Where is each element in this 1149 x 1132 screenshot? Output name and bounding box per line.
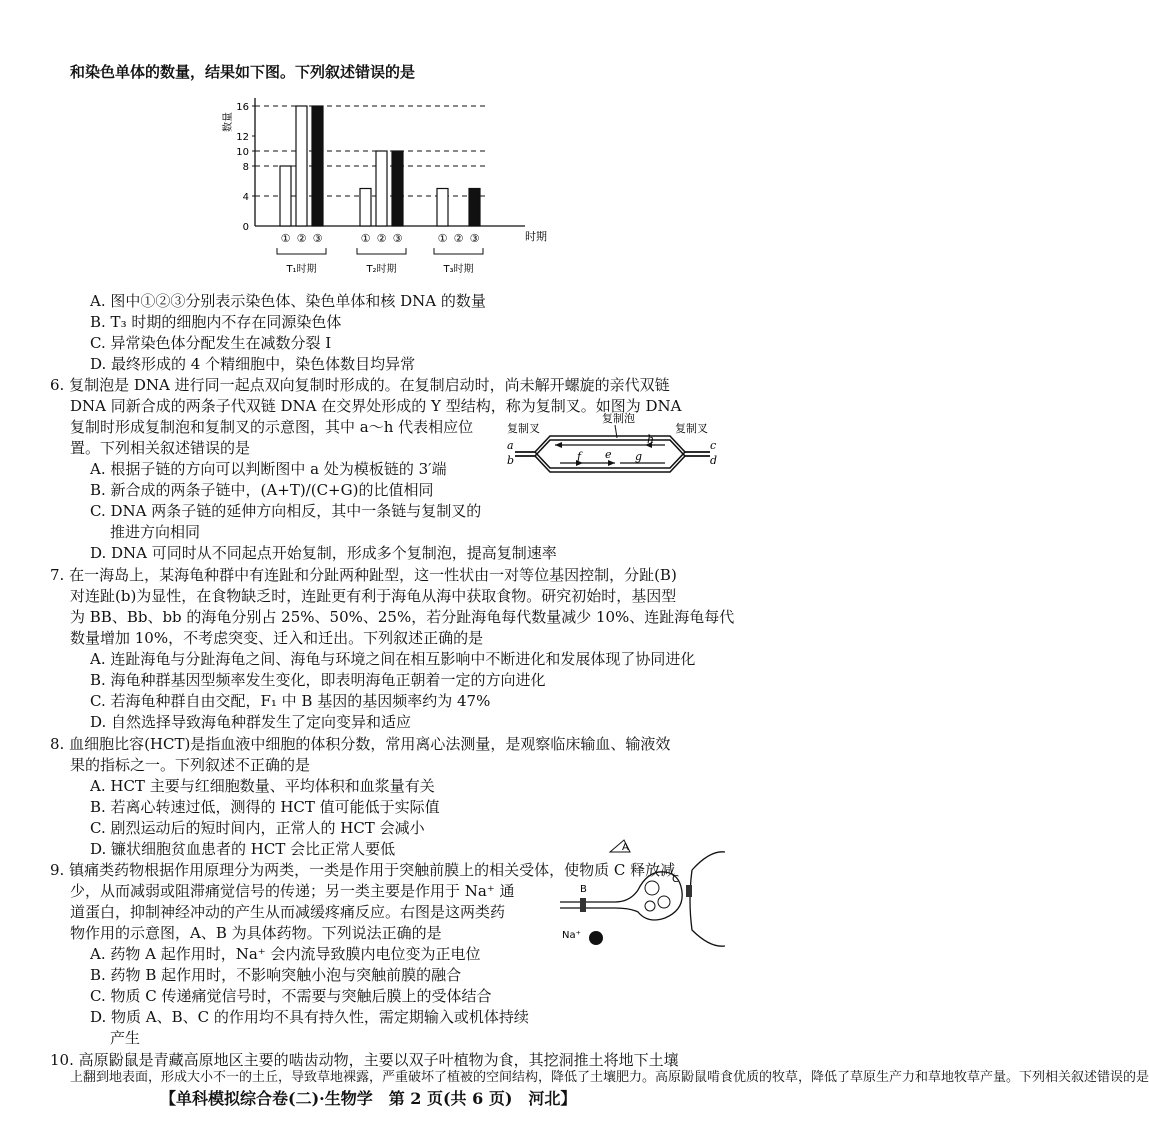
q9-option-b: B. 药物 B 起作用时，不影响突触小泡与突触前膜的融合 (90, 966, 462, 984)
q7-stem-3: 为 BB、Bb、bb 的海龟分别占 25%、50%、25%，若分趾海龟每代数量减少 10%、连趾海龟每代 (70, 608, 735, 626)
y-tick-label: 0 (242, 222, 249, 233)
q7-stem-4: 数量增加 10%，不考虑突变、迁入和迁出。下列叙述正确的是 (70, 629, 484, 647)
q7-option-a: A. 连趾海龟与分趾海龟之间、海龟与环境之间在相互影响中不断进化和发展体现了协同进化 (90, 650, 696, 668)
bar-symbol: ② (453, 232, 464, 245)
sodium-label: Na⁺ (562, 930, 581, 941)
dna-replication-diagram (505, 412, 720, 487)
q8-option-d: D. 镰状细胞贫血患者的 HCT 会比正常人要低 (90, 840, 396, 858)
y-tick-label: 4 (242, 192, 249, 203)
q9-stem-3: 道蛋白，抑制神经冲动的产生从而减缓疼痛反应。右图是这两类药 (70, 903, 506, 921)
bar-symbol: ③ (392, 232, 403, 245)
group-label: T₁时期 (286, 264, 317, 275)
bar-chart (215, 88, 555, 293)
drug-b-label: B (580, 884, 587, 895)
q5-option-c: C. 异常染色体分配发生在减数分裂 Ⅰ (90, 334, 332, 352)
q6-option-a: A. 根据子链的方向可以判断图中 a 处为模板链的 3′端 (90, 460, 447, 478)
bar (280, 166, 291, 226)
bar (437, 189, 448, 227)
bar-symbol: ① (437, 232, 448, 245)
label-f: f (577, 450, 582, 463)
group-label: T₂时期 (366, 264, 397, 275)
label-b: b (507, 454, 515, 467)
bar-symbol: ① (360, 232, 371, 245)
q9-option-d: D. 物质 A、B、C 的作用均不具有持久性，需定期输入或机体持续 (90, 1008, 529, 1026)
q9-option-a: A. 药物 A 起作用时，Na⁺ 会内流导致膜内电位变为正电位 (90, 945, 481, 963)
q5-option-d: D. 最终形成的 4 个精细胞中，染色体数目均异常 (90, 355, 416, 373)
page-footer: 【单科模拟综合卷(二)·生物学 第 2 页(共 6 页) 河北】 (160, 1089, 577, 1108)
q9-stem-4: 物作用的示意图，A、B 为具体药物。下列说法正确的是 (70, 924, 442, 942)
q8-option-a: A. HCT 主要与红细胞数量、平均体积和血浆量有关 (90, 777, 435, 795)
q7-option-d: D. 自然选择导致海龟种群发生了定向变异和适应 (90, 713, 412, 731)
q8-stem-1: 8. 血细胞比容(HCT)是指血液中细胞的体积分数，常用离心法测量，是观察临床输血、输液效 (50, 735, 671, 753)
q10-stem-rest: 上翻到地表面，形成大小不一的土丘，导致草地裸露，严重破坏了植被的空间结构，降低了土壤肥力。高原鼢鼠啃食优质的牧草，降低了草原生产力和草地牧草产量。下列相关叙述错误的是 (70, 1070, 1149, 1085)
q6-stem-4: 置。下列相关叙述错误的是 (70, 439, 251, 457)
q9-stem-1: 9. 镇痛类药物根据作用原理分为两类，一类是作用于突触前膜上的相关受体，使物质 C 释放减 (50, 861, 676, 879)
label-h: h (647, 433, 655, 446)
label-d: d (710, 454, 718, 467)
q6-stem-3: 复制时形成复制泡和复制叉的示意图，其中 a～h 代表相应位 (70, 418, 474, 436)
bar-symbol: ② (376, 232, 387, 245)
bar (392, 151, 403, 226)
q9-option-d-cont: 产生 (110, 1029, 141, 1047)
question-5-stem-tail: 和染色单体的数量，结果如下图。下列叙述错误的是 (70, 63, 416, 81)
y-axis-label: 数量 (223, 112, 234, 132)
bar-symbol: ② (296, 232, 307, 245)
q8-option-c: C. 剧烈运动后的短时间内，正常人的 HCT 会减小 (90, 819, 425, 837)
bar (296, 106, 307, 226)
q6-option-d: D. DNA 可同时从不同起点开始复制，形成多个复制泡，提高复制速率 (90, 544, 557, 562)
group-bracket (277, 248, 326, 254)
q7-stem-1: 7. 在一海岛上，某海龟种群中有连趾和分趾两种趾型，这一性状由一对等位基因控制，分趾(B) (50, 566, 677, 584)
bar (376, 151, 387, 226)
q6-option-c: C. DNA 两条子链的延伸方向相反，其中一条链与复制叉的 (90, 502, 482, 520)
fork-left-label: 复制叉 (507, 422, 540, 435)
y-tick-label: 10 (236, 147, 249, 158)
q7-option-b: B. 海龟种群基因型频率发生变化，即表明海龟正朝着一定的方向进化 (90, 671, 546, 689)
q7-option-c: C. 若海龟种群自由交配，F₁ 中 B 基因的基因频率约为 47% (90, 692, 491, 710)
bar (469, 189, 480, 227)
synapse-diagram (560, 830, 725, 960)
group-label: T₃时期 (443, 264, 474, 275)
bar-symbol: ① (280, 232, 291, 245)
label-g: g (635, 450, 643, 463)
q6-stem-2: DNA 同新合成的两条子代双链 DNA 在交界处形成的 Y 型结构，称为复制叉。如图为 DNA (70, 397, 682, 415)
q5-option-a: A. 图中①②③分别表示染色体、染色单体和核 DNA 的数量 (90, 292, 486, 310)
label-c: c (710, 439, 717, 452)
q8-stem-2: 果的指标之一。下列叙述不正确的是 (70, 756, 311, 774)
q8-option-b: B. 若离心转速过低，测得的 HCT 值可能低于实际值 (90, 798, 440, 816)
y-tick-label: 8 (242, 162, 249, 173)
y-tick-label: 12 (236, 132, 249, 143)
q9-stem-2: 少，从而减弱或阻滞痛觉信号的传递；另一类主要是作用于 Na⁺ 通 (70, 882, 515, 900)
bar-symbol: ③ (469, 232, 480, 245)
x-axis-label: 时期 (525, 230, 547, 243)
q5-option-b: B. T₃ 时期的细胞内不存在同源染色体 (90, 313, 342, 331)
y-tick-label: 16 (236, 102, 249, 113)
q10-stem-1: 10. 高原鼢鼠是青藏高原地区主要的啮齿动物，主要以双子叶植物为食，其挖洞推土将地下土壤 (50, 1051, 679, 1069)
drug-a-label: A (622, 842, 629, 853)
bar (360, 189, 371, 227)
label-e: e (605, 448, 612, 461)
bubble-label: 复制泡 (602, 412, 635, 425)
fork-right-label: 复制叉 (675, 422, 708, 435)
q6-option-c-cont: 推进方向相同 (110, 523, 201, 541)
q6-stem-1: 6. 复制泡是 DNA 进行同一起点双向复制时形成的。在复制启动时，尚未解开螺旋的亲代双链 (50, 376, 670, 394)
substance-c-label: C (672, 874, 679, 885)
q6-option-b: B. 新合成的两条子链中，(A+T)/(C+G)的比值相同 (90, 481, 434, 499)
parental-strand-top (515, 436, 710, 452)
label-a: a (507, 439, 514, 452)
bar (312, 106, 323, 226)
q9-option-c: C. 物质 C 传递痛觉信号时，不需要与突触后膜上的受体结合 (90, 987, 492, 1005)
bar-symbol: ③ (312, 232, 323, 245)
group-bracket (357, 248, 406, 254)
q7-stem-2: 对连趾(b)为显性，在食物缺乏时，连趾更有利于海龟从海中获取食物。研究初始时，基因型 (70, 587, 677, 605)
group-bracket (434, 248, 483, 254)
